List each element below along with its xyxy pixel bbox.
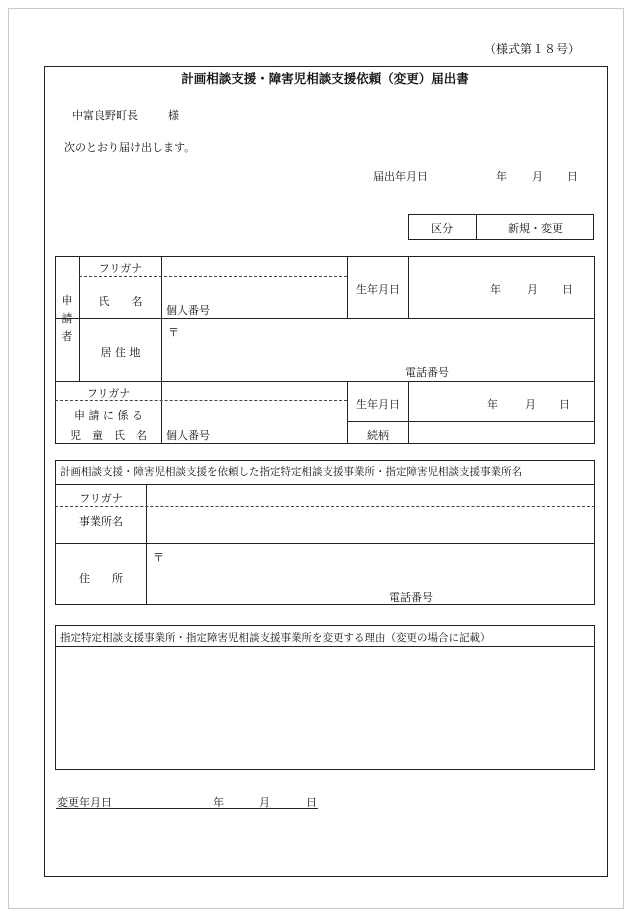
category-value[interactable]: 新規・変更 bbox=[508, 222, 563, 235]
provider-furigana-label: フリガナ bbox=[79, 492, 123, 505]
applicant-birthdate-label: 生年月日 bbox=[356, 283, 400, 296]
filing-date-year[interactable]: 年 bbox=[496, 170, 507, 183]
applicant-furigana-label: フリガナ bbox=[98, 262, 143, 275]
applicant-individual-number-label: 個人番号 bbox=[166, 304, 210, 317]
filing-date-label: 届出年月日 bbox=[373, 170, 428, 183]
applicant-birth-month[interactable]: 月 bbox=[527, 283, 538, 296]
applicant-birth-year[interactable]: 年 bbox=[490, 283, 501, 296]
child-relationship-label: 続柄 bbox=[367, 429, 389, 442]
provider-postal-mark: 〒 bbox=[153, 551, 164, 564]
provider-phone-label: 電話番号 bbox=[389, 591, 433, 604]
intro-text: 次のとおり届け出します。 bbox=[64, 141, 196, 154]
child-name-label-line1: 申 請 に 係 る bbox=[74, 409, 143, 422]
applicant-side-label: 申請者 bbox=[61, 294, 73, 343]
applicant-postal-mark: 〒 bbox=[168, 326, 179, 339]
child-birth-day[interactable]: 日 bbox=[559, 398, 570, 411]
child-birth-year[interactable]: 年 bbox=[487, 398, 498, 411]
child-name-label-line2: 児 童 氏 名 bbox=[70, 429, 147, 442]
provider-header: 計画相談支援・障害児相談支援を依頼した指定特定相談支援事業所・指定障害児相談支援事業所名 bbox=[60, 466, 522, 478]
filing-date-month[interactable]: 月 bbox=[532, 170, 543, 183]
filing-date-day[interactable]: 日 bbox=[567, 170, 578, 183]
applicant-address-label: 居 住 地 bbox=[100, 346, 141, 359]
form-number: （様式第１８号） bbox=[484, 42, 581, 56]
category-label: 区分 bbox=[431, 222, 453, 235]
applicant-phone-label: 電話番号 bbox=[405, 366, 449, 379]
reason-header: 指定特定相談支援事業所・指定障害児相談支援事業所を変更する理由（変更の場合に記載） bbox=[60, 632, 491, 644]
child-individual-number-label: 個人番号 bbox=[166, 429, 210, 442]
provider-office-name-label: 事業所名 bbox=[79, 515, 123, 528]
change-date-month[interactable]: 月 bbox=[259, 796, 270, 809]
addressee-name: 中富良野町長 bbox=[72, 109, 138, 122]
applicant-birth-day[interactable]: 日 bbox=[562, 283, 573, 296]
provider-address-label: 住 所 bbox=[79, 572, 123, 585]
change-date-underline bbox=[56, 808, 318, 809]
child-birthdate-label: 生年月日 bbox=[356, 398, 400, 411]
change-date-year[interactable]: 年 bbox=[213, 796, 224, 809]
form-title: 計画相談支援・障害児相談支援依頼（変更）届出書 bbox=[181, 71, 469, 86]
applicant-name-label: 氏 名 bbox=[98, 295, 143, 308]
reason-input-area[interactable] bbox=[56, 647, 594, 769]
child-furigana-label: フリガナ bbox=[86, 387, 131, 400]
change-date-label: 変更年月日 bbox=[57, 796, 112, 809]
addressee-honorific: 様 bbox=[168, 109, 179, 122]
change-date-day[interactable]: 日 bbox=[306, 796, 317, 809]
child-birth-month[interactable]: 月 bbox=[525, 398, 536, 411]
